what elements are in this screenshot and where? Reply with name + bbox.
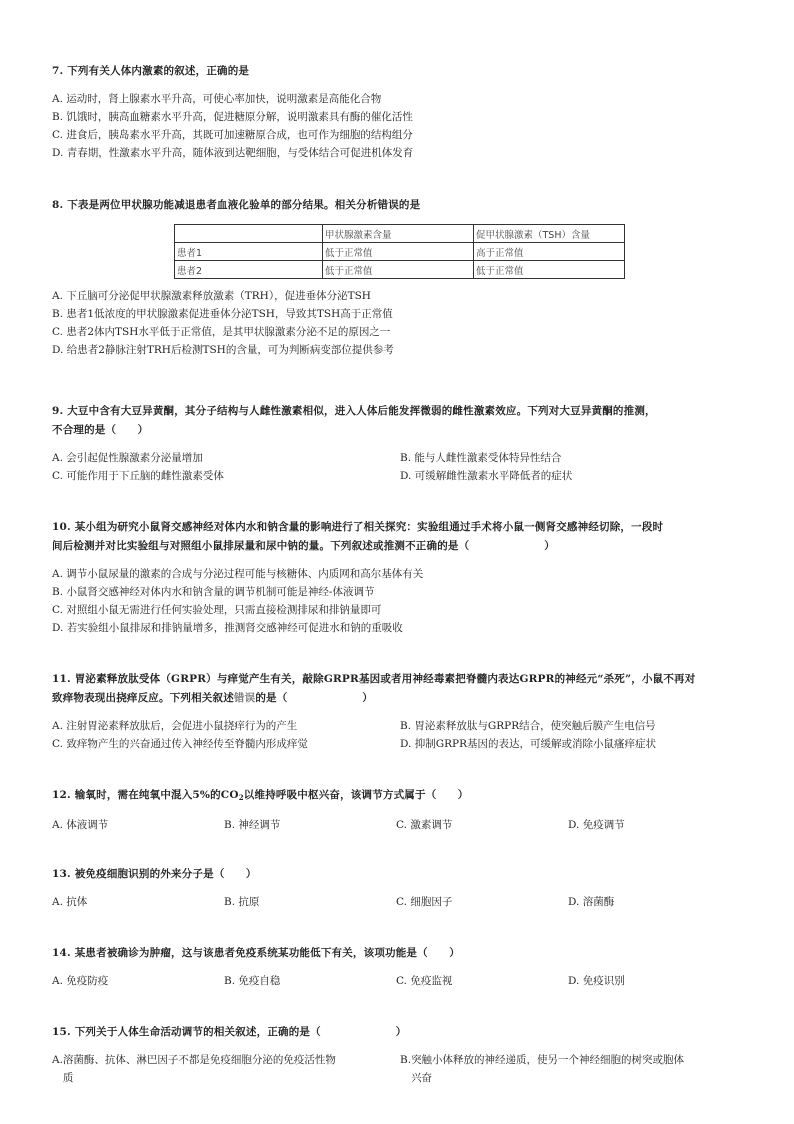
question-8 [52,196,752,359]
question-12 [52,786,752,834]
table-cell: 低于正常值 [323,243,474,261]
option-label: B. [400,1054,412,1066]
stem-text: 致痒物表现出挠痒反应。下列相关叙述 [52,692,234,704]
option-a: A. 抗体 [52,896,88,908]
option-row [52,972,752,990]
option-row [52,449,752,467]
option-row [52,717,752,735]
option-line: 质 [62,1072,74,1084]
stem-line: 9. 大豆中含有大豆异黄酮，其分子结构与人雌性激素相似，进入人体后能发挥微弱的雌性激素效应。下列对大豆异黄酮的推测， [52,405,656,417]
option-line: 兴奋 [411,1072,433,1084]
question-15 [52,1023,752,1087]
option-a: A. 体液调节 [52,819,109,831]
question-10 [52,518,752,637]
option-b [400,1051,748,1087]
option-d: D. 给患者2静脉注射TRH后检测TSH的含量，可为判断病变部位提供参考 [52,344,394,356]
question-14 [52,944,752,990]
option-b: B. 能与人雌性激素受体特异性结合 [400,452,562,464]
option-d: D. 可缓解雌性激素水平降低者的症状 [400,470,573,482]
table-header-cell: 促甲状腺激素（TSH）含量 [474,225,625,243]
table-cell: 低于正常值 [474,261,625,279]
option-row [52,735,752,753]
option-d: D. 青春期，性激素水平升高，随体液到达靶细胞，与受体结合可促进机体发育 [52,147,414,159]
stem-line: 10. 某小组为研究小鼠肾交感神经对体内水和钠含量的影响进行了相关探究：实验组通过手术将小鼠一侧肾交感神经切除，一段时 [52,521,664,533]
option-a: A. 运动时，肾上腺素水平升高，可使心率加快，说明激素是高能化合物 [52,93,382,105]
option-d: D. 免疫识别 [568,975,625,987]
option-c: C. 细胞因子 [396,896,453,908]
question-stem: 8. 下表是两位甲状腺功能减退患者血液化验单的部分结果。相关分析错误的是 [52,199,421,211]
option-c: C. 免疫监视 [396,975,453,987]
option-d: D. 抑制GRPR基因的表达，可缓解或消除小鼠瘙痒症状 [400,738,656,750]
stem-text: 12. 输氧时，需在纯氧中混入5%的CO [52,789,239,801]
emphasis-text: 错误 [233,692,256,704]
option-c: C. 对照组小鼠无需进行任何实验处理，只需直接检测排尿和排钠量即可 [52,604,382,616]
option-row [52,467,752,485]
option-line: 溶菌酶、抗体、淋巴因子不都是免疫细胞分泌的免疫活性物 [62,1054,336,1066]
option-a: A. 免疫防疫 [52,975,109,987]
question-stem [52,670,752,708]
option-d: D. 免疫调节 [568,819,625,831]
option-label: A. [52,1054,63,1066]
question-stem: 13. 被免疫细胞识别的外来分子是（ ） [52,868,257,880]
stem-line: 11. 胃泌素释放肽受体（GRPR）与痒觉产生有关，敲除GRPR基因或者用神经毒素把脊髓内表达GRPR的神经元“杀死”，小鼠不再对 [52,673,696,685]
question-stem [52,518,752,556]
table-header-cell [175,225,323,243]
table-cell: 患者1 [175,243,323,261]
option-b: B. 免疫自稳 [224,975,281,987]
stem-line: 间后检测并对比实验组与对照组小鼠排尿量和尿中钠的量。下列叙述或推测不正确的是（ ） [52,540,555,552]
question-7 [52,62,752,162]
option-a [52,1051,400,1087]
question-stem [52,786,752,807]
table-row [175,243,625,261]
question-13 [52,865,752,911]
question-stem [52,402,752,440]
option-text [63,1051,400,1087]
option-c: C. 患者2体内TSH水平低于正常值，是其甲状腺激素分泌不足的原因之一 [52,326,391,338]
option-row [52,893,752,911]
table-cell: 患者2 [175,261,323,279]
option-c: C. 致痒物产生的兴奋通过传入神经传至脊髓内形成痒觉 [52,738,308,750]
option-line: 突触小体释放的神经递质，使另一个神经细胞的树突或胞体 [411,1054,685,1066]
option-d: D. 溶菌酶 [568,896,615,908]
table-row [175,261,625,279]
option-a: A. 调节小鼠尿量的激素的合成与分泌过程可能与核糖体、内质网和高尔基体有关 [52,568,424,580]
option-c: C. 进食后，胰岛素水平升高，其既可加速糖原合成，也可作为细胞的结构组分 [52,129,413,141]
option-b: B. 抗原 [224,896,260,908]
option-b: B. 神经调节 [224,819,281,831]
lab-result-table [174,224,625,279]
stem-line: 不合理的是（ ） [52,424,149,436]
option-row [52,816,752,834]
table-header-cell: 甲状腺激素含量 [323,225,474,243]
option-d: D. 若实验组小鼠排尿和排钠量增多，推测肾交感神经可促进水和钠的重吸收 [52,622,403,634]
option-a: A. 会引起促性腺激素分泌量增加 [52,452,203,464]
question-stem: 14. 某患者被确诊为肿瘤，这与该患者免疫系统某功能低下有关，该项功能是（ ） [52,947,460,959]
question-9 [52,402,752,485]
option-text [411,1051,748,1087]
question-stem: 7. 下列有关人体内激素的叙述，正确的是 [52,65,250,77]
option-row [52,1051,752,1087]
table-header-row [175,225,625,243]
option-a: A. 注射胃泌素释放肽后，会促进小鼠挠痒行为的产生 [52,720,298,732]
option-b: B. 小鼠肾交感神经对体内水和钠含量的调节机制可能是神经-体液调节 [52,586,375,598]
option-b: B. 患者1低浓度的甲状腺激素促进垂体分泌TSH，导致其TSH高于正常值 [52,308,393,320]
option-c: C. 可能作用于下丘脑的雌性激素受体 [52,470,224,482]
option-b: B. 饥饿时，胰高血糖素水平升高，促进糖原分解，说明激素具有酶的催化活性 [52,111,413,123]
question-stem: 15. 下列关于人体生命活动调节的相关叙述，正确的是（ ） [52,1026,407,1038]
option-a: A. 下丘脑可分泌促甲状腺激素释放激素（TRH），促进垂体分泌TSH [52,290,371,302]
table-cell: 低于正常值 [323,261,474,279]
stem-line [52,689,752,708]
stem-text: 以维持呼吸中枢兴奋，该调节方式属于（ ） [243,789,469,801]
option-c: C. 激素调节 [396,819,453,831]
table-cell: 高于正常值 [474,243,625,261]
subscript: 2 [238,793,244,802]
stem-text: 的是（ ） [255,692,374,704]
question-11 [52,670,752,753]
option-b: B. 胃泌素释放肽与GRPR结合，使突触后膜产生电信号 [400,720,656,732]
